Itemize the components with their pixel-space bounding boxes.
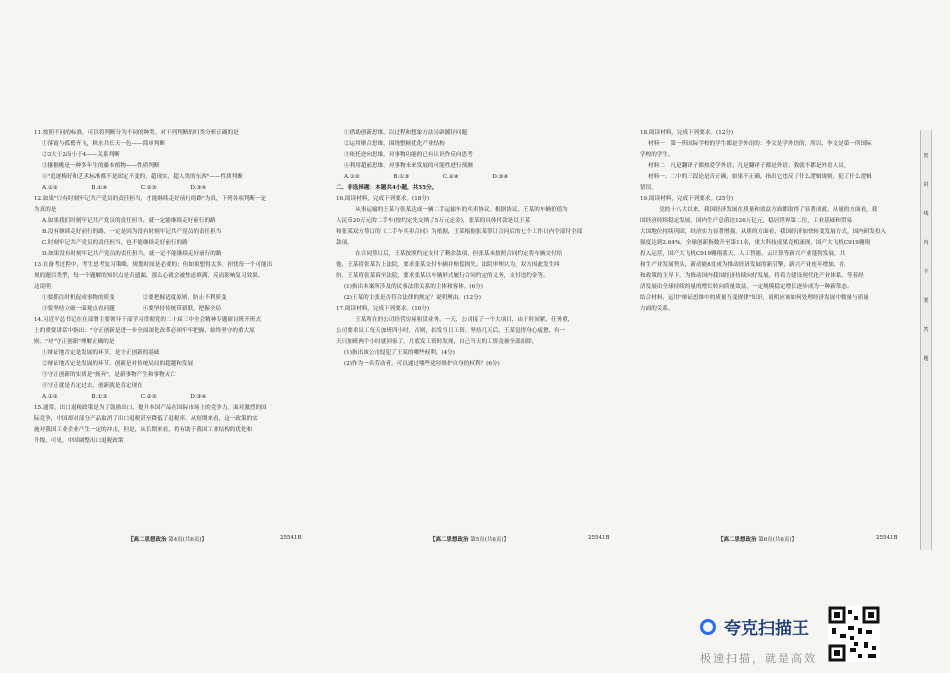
page-4-footer (128, 535, 207, 543)
text-line: 11.按照不同的标准，可以将判断分为不同的种类。对下列判断的归类分析正确的是 (34, 130, 239, 136)
text-line: ③依托逆向思维，对事物功能的已有认识作反向思考 (344, 152, 473, 158)
text-line: A.①② B.①③ C.②③ D.③④ (42, 394, 207, 400)
page-5-code: 25541B (588, 535, 610, 541)
footer-page: 第5页(共6页)】 (470, 537, 510, 543)
text-line: 投入运营，国产大飞机C919翱翔蓝天，人工智能、云计算等新兴产业蓬勃发展，共 (640, 251, 846, 257)
text-line: ①落霞与孤鹜齐飞，秋水共长天一色——简单判断 (42, 141, 166, 147)
brand-slogan: 极速扫描，就是高效 (700, 652, 817, 665)
text-line: 党的十八大以来，我国经济发展在质量和效益方面都取得了显著成就。从量的方面看，我 (648, 207, 878, 213)
text-line: 公司要求员工每天加班四小时，否则，扣发当日工资。坚持几天后，王某觉得身心疲惫，有一 (336, 328, 566, 334)
text-line: ②运用聚合思维，围绕整顿优化产业结构 (344, 141, 445, 147)
text-line: 在合同签订后，王某按照约定支付了剩余款项，但张某未按照合同约定将车辆交付给 (344, 251, 563, 257)
text-line: 升级。可见，中国调整出口退税政策 (34, 438, 124, 444)
text-line: A.如果我们时刻牢记共产党员的责任担当，就一定能继续走好前行的路 (42, 218, 216, 224)
footer-page: 第4页(共6页)】 (168, 537, 208, 543)
seal-line-char: 线 (923, 211, 929, 217)
text-line: 他，王某将张某告上法院，要求张某交付车辆并赔偿损失。法院审理认为，双方因此发生纠 (336, 262, 560, 268)
text-line: ①辩证地否定是发展的环节，是守正创新的基础 (42, 350, 160, 356)
text-line: D.如果没有时刻牢记共产党员的责任担当，就一定不能继续走好前行的路 (42, 251, 222, 257)
text-line: A.①② B.①③ C.②④ D.③④ (344, 174, 509, 180)
text-line: B.没有继续走好前行的路，一定是因为没有时刻牢记共产党员的责任担当 (42, 229, 222, 235)
text-line: 二、非选择题：本题共4小题，共55分。 (336, 185, 438, 191)
text-line: 方面的关系。 (640, 306, 674, 312)
text-line: ②辩证地否定是发展的环节，创新是对传统局局的超越和发展 (42, 361, 194, 367)
text-line: 13.在备考过程中，考生思考复习策略，规划时间是必要的；但如果想得太多，担忧每一个可能出 (34, 262, 273, 268)
text-line: 学校的学生。 (640, 152, 674, 158)
page-5-footer (430, 535, 509, 543)
footer-title: 【高二思想政治 (430, 537, 469, 543)
text-line: ①要抓住时机促成事物的质变 ②要把握适度原则，防止不利质变 (42, 295, 227, 301)
text-line: 济发展由全球持续的量的增长转向质量效益，一定规模稳定增长逐步成为一种新常态。 (640, 284, 853, 290)
footer-title: 【高二思想政治 (128, 537, 167, 543)
page-4-code: 25541B (280, 535, 302, 541)
text-line: 14.习近平总书记在在部署主要领导干部学习贯彻党的二十届三中全会精神专题研讨班开班式 (34, 317, 262, 323)
seal-line-char: 答 (923, 327, 929, 333)
text-line: 施对我国工业企业产生一定的冲击，但是，从长期来看，将有助于我国工业结构的优化和 (34, 427, 253, 433)
seal-line-char: 不 (923, 269, 929, 275)
text-line: 和生产业发展势头，新动能8直成为推动经济发展的新引擎，新兴产业连年增加，在 (640, 262, 845, 268)
scanner-watermark (700, 614, 809, 639)
text-line: 天只加班两个小时就回家了。月底发工资时发现，自己当天的工资竟被全部扣除。 (336, 339, 538, 345)
text-line: 和张某双方签订的《二手车买卖合同》为依据，王某根据张某签订合同后的七个工作日内全部付全部 (336, 229, 583, 235)
text-line: 强度达到2.64%，全球创新指数升至第11名，重大科技成果竞相涌现，国产大飞机C919翱翔 (640, 240, 871, 246)
text-line: ④利用超前思维，对事物未来发展的可能性进行预测 (344, 163, 473, 169)
text-line: (1)指出本案所涉及的民事法律关系的主体和客体。(6分) (344, 284, 483, 290)
text-line: 15.通常，出口退税政策是为了鼓励出口，提升本国产品在国际市场上的竞争力。面对激烈的国 (34, 405, 267, 411)
text-line: ④"追逐梅好和艺术标准都不是固定不变的，超现实，超人类的东西"——性质判断 (42, 174, 243, 180)
text-line: 上的重要讲话中指出："守正创新是进一步全面深化改革必须牢牢把握、始终坚守的重大原 (34, 328, 255, 334)
text-line: 则。"对"守正创新"理解正确的是 (34, 339, 115, 345)
text-line: 结合材料，运用"辩证思维中的质量互变规律"知识，说明应该如何处理经济发展中数量与质量 (640, 295, 869, 301)
text-line: (2)王某的主张是否符合法律的规定？说明理由。(12分) (344, 295, 481, 301)
text-line: ④守正就是否定过去，创新就是肯定现在 (42, 383, 143, 389)
text-line: 17.阅读材料，完成下列要求。(10分) (336, 306, 430, 312)
text-line: 19.阅读材料，完成下列要求。(25分) (640, 196, 734, 202)
text-line: 18.阅读材料，完成下列要求。(12分) (640, 130, 734, 136)
seal-line-char: 封 (923, 182, 929, 188)
text-line: (1)指出该公司侵犯了王某的哪些权利。(4分) (344, 350, 455, 356)
text-line: 纷，王某将张某诉至法院，要求张某以车辆形式履行合同约定的义务，支付违约金等。 (336, 273, 549, 279)
page-6-footer (718, 535, 797, 543)
seal-line-strip (920, 130, 932, 550)
text-line: ③守正创新的实质是"扬弃"，是新事物产生和事物灭亡 (42, 372, 176, 378)
text-line: A.①② B.①④ C.②③ D.③④ (42, 185, 207, 191)
footer-title: 【高二思想政治 (718, 537, 757, 543)
page-6-column (640, 128, 920, 315)
seal-line-char: 题 (923, 356, 929, 362)
text-line: 国经济持续稳定发展，国内生产总值达126万亿元，稳居世界第二位，工业基础和贸易 (640, 218, 853, 224)
text-line: (2)作为一名劳动者，可以通过哪些途径维护自身的权利？(6分) (344, 361, 500, 367)
qr-code-icon (828, 606, 880, 662)
seal-line-char: 密 (923, 153, 929, 159)
text-line: 12.如果"只有时刻牢记共产党员的责任担当，才能继续走好前行的路"为真，下列各项判断一定 (34, 196, 267, 202)
text-line: 王某所在的公司经营房屋租赁业务，一天，公司接了一个大项目，由于时间紧、任务重， (344, 317, 574, 323)
page-4-column (34, 128, 324, 447)
text-line: ③猕猴桃是一种多年生的藤本植物——性质判断 (42, 163, 160, 169)
text-line: ②3大于2而小于4——关系判断 (42, 152, 120, 158)
text-line: 为真的是 (34, 207, 57, 213)
text-line: 际竞争，中国却对部分产品取消了出口退税甚至降低了退税率。从短期来看，这一政策的实 (34, 416, 258, 422)
seal-line-char: 要 (923, 298, 929, 304)
footer-page: 第6页(共6页)】 (758, 537, 798, 543)
text-line: 16.阅读材料，完成下列要求。(18分) (336, 196, 430, 202)
text-line: 材料二 凡是翻译子都热爱学外语；凡是翻译子都是外语；我就不都是外语人员。 (648, 163, 850, 169)
page-5-column (336, 128, 636, 370)
text-line: 和政策的主导下，为推动国内我国经济持续向好发展，将着力建设现代化产业体系，等着经 (640, 273, 864, 279)
text-line: ①借助创新思维，以过程和想象方法另辟蹊径问题 (344, 130, 468, 136)
text-line: 错误。 (640, 185, 657, 191)
text-line: 款项。 (336, 240, 353, 246)
text-line: 人民币20万元的二手车(按约定先交纳了5万元定金)，张某的具体付款是以王某 (336, 218, 531, 224)
brand-name: 夸克扫描王 (724, 619, 809, 639)
text-line: 现的题目类型，每一个题解的知识点是否遗漏，那么心就会被焦虑填满，反而影响复习效果。 (34, 273, 264, 279)
text-line: 材料一 第一所国际学校的学生都是学外语的：李文是学外语的，所以，李文是第一所国际 (648, 141, 872, 147)
seal-line-char: 内 (923, 240, 929, 246)
brand-logo-icon (700, 619, 716, 635)
text-line: ③要坚持立破一面观点看问题 ④要坚持传统带新联，把握全局 (42, 306, 222, 312)
text-line: C.时刻牢记共产党员的责任担当，也不能继续走好前行的路 (42, 240, 188, 246)
text-line: 这说明 (34, 284, 51, 290)
text-line: 从事运输的王某与张某达成一辆二手运输车的买卖协议。根据协议，王某的车辆价值为 (344, 207, 568, 213)
text-line: 材料一、二中的三段论是否正确，如果不正确，指出它违反了什么逻辑规则，犯了什么逻辑 (648, 174, 872, 180)
text-line: 大国地位持续巩固，经济实力显著增强。从质的方面看，我国经济加快转变发展方式，国内研发投入 (640, 229, 887, 235)
page-6-code: 25541B (876, 535, 898, 541)
